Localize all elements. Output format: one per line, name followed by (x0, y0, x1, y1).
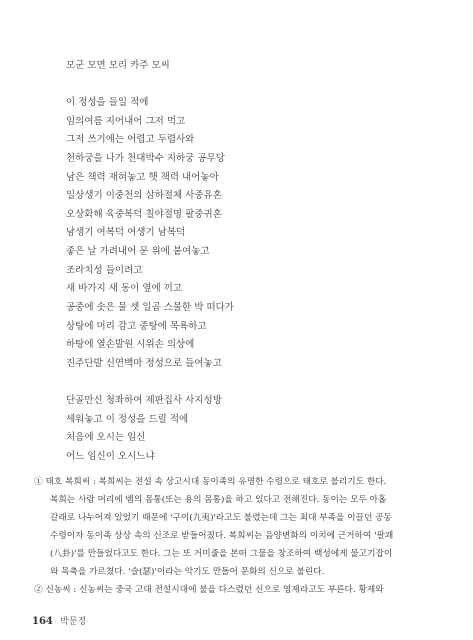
verse-line: 하탕에 열손발원 시위손 의상에 (66, 339, 195, 350)
verse-line: 상탕에 머리 감고 중탕에 목욕하고 (66, 321, 207, 332)
verse-line: 세워놓고 이 정성을 드릴 적에 (66, 414, 189, 425)
verse-line: 새 바가지 새 동이 옆에 끼고 (66, 283, 183, 294)
verse-line: 공중에 솟은 물 셋 일곱 스물한 박 떠다가 (66, 302, 234, 313)
page-footer (32, 614, 86, 627)
footnote-line: 갈래로 나누어져 있었기 때문에 '구이(九夷)'라고도 불렸는데 그는 최대 부족을 이끌던 공동 (50, 513, 392, 523)
verse-line: 일상생기 이중천의 삼하절체 사중유혼 (66, 190, 222, 201)
footnote-line: (八卦)'를 만들었다고도 한다. 그는 또 거미줄을 본떠 그물을 창조하여 백성에게 물고기잡이 (50, 549, 393, 559)
footnote-line: 복희는 사람 머리에 뱀의 몸통(또는 용의 몸통)을 하고 있다고 전해진다. 동이는 모두 아홉 (50, 495, 387, 505)
footer-author: 박문정 (60, 617, 87, 627)
verse-line: 남은 책력 재혀놓고 햇 책력 내어놓아 (66, 172, 219, 183)
verse-line: 처음에 오시는 임신 (66, 432, 146, 443)
verse-line: 임의여름 지어내어 그저 먹고 (66, 116, 186, 127)
verse-line: 그저 쓰기에는 어렵고 두렵사와 (66, 134, 195, 145)
verse-line: 오상화해 육중복덕 칠야절명 팔중귀혼 (66, 209, 222, 220)
verse-line: 어느 임신이 오시느냐 (66, 451, 155, 462)
verse-line: 남생기 여복덕 여생기 남복덕 (66, 227, 186, 238)
footnote-line: ② 신농씨 : 신농씨는 중국 고대 전설시대에 불을 다스렸던 신으로 염제라고도 부른다. 황제와 (34, 585, 384, 595)
verse-line: 진주단발 신연백마 정성으로 들여놓고 (66, 358, 222, 369)
footnote-line: 수령이자 동이족 상상 속의 신조로 받들어졌다. 복희씨는 음양변화의 이치에 근거하여 '팔괘 (50, 531, 394, 541)
page-number: 164 (32, 616, 53, 627)
footnote-line: 와 목축을 가르쳤다. '슬(瑟)'이라는 악기도 만들어 문화의 신으로 불린다. (50, 567, 325, 577)
verse-line: 모군 모면 모리 카주 모씨 (66, 60, 170, 71)
verse-line: 천하궁을 나가 천대박수 지하궁 공무당 (66, 153, 225, 164)
verse-line: 조라치성 들이려고 (66, 265, 143, 276)
verse-line: 이 정성을 들일 적에 (66, 97, 149, 108)
footnote-line: ① 태호 복희씨 : 복희씨는 전설 속 상고시대 동이족의 유명한 수령으로 태호로 불리기도 한다. (34, 477, 387, 487)
verse-line: 좋은 날 가려내어 문 위에 붙여놓고 (66, 246, 210, 257)
verse-line: 단골만신 청좌하여 제판집사 사지성방 (66, 395, 222, 406)
